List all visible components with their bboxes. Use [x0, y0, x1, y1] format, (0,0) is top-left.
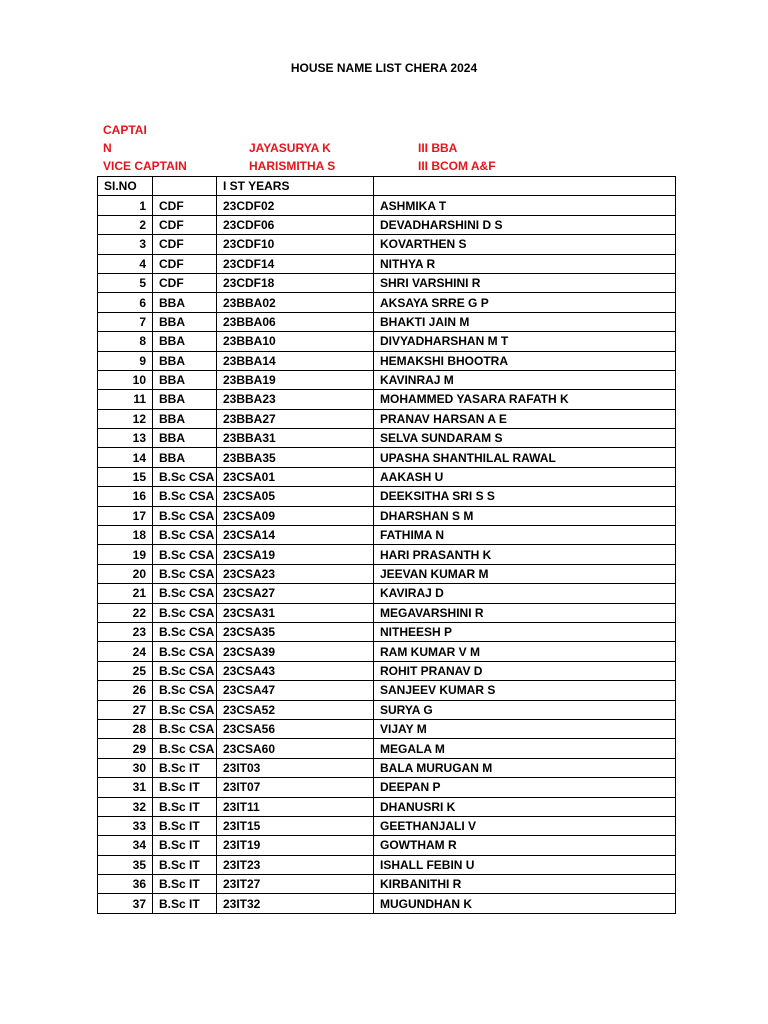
table-row: [98, 816, 676, 835]
serial-number-cell: 22: [98, 603, 153, 622]
serial-number-cell: 15: [98, 467, 153, 486]
roll-number-cell: 23BBA02: [217, 293, 374, 312]
roll-number-cell: 23IT32: [217, 894, 374, 913]
student-name-cell: DEEPAN P: [374, 778, 676, 797]
department-cell: BBA: [153, 409, 217, 428]
student-name-cell: FATHIMA N: [374, 526, 676, 545]
table-row: [98, 875, 676, 894]
roll-number-cell: 23CSA27: [217, 584, 374, 603]
department-cell: B.Sc CSA: [153, 564, 217, 583]
roll-number-cell: 23CSA35: [217, 622, 374, 641]
serial-number-cell: 28: [98, 719, 153, 738]
header-year: I ST YEARS: [217, 177, 374, 196]
table-row: [98, 855, 676, 874]
roll-number-cell: 23CDF14: [217, 254, 374, 273]
department-cell: B.Sc IT: [153, 758, 217, 777]
table-row: [98, 894, 676, 913]
captain-label-line1: CAPTAI: [103, 123, 147, 137]
table-row: [98, 351, 676, 370]
serial-number-cell: 11: [98, 390, 153, 409]
department-cell: B.Sc IT: [153, 855, 217, 874]
table-row: [98, 487, 676, 506]
table-row: [98, 758, 676, 777]
serial-number-cell: 36: [98, 875, 153, 894]
student-name-cell: KAVINRAJ M: [374, 370, 676, 389]
roll-number-cell: 23CDF10: [217, 235, 374, 254]
department-cell: B.Sc IT: [153, 875, 217, 894]
serial-number-cell: 12: [98, 409, 153, 428]
student-name-cell: SHRI VARSHINI R: [374, 273, 676, 292]
serial-number-cell: 24: [98, 642, 153, 661]
department-cell: B.Sc IT: [153, 816, 217, 835]
department-cell: CDF: [153, 235, 217, 254]
student-name-cell: ASHMIKA T: [374, 196, 676, 215]
student-name-cell: AAKASH U: [374, 467, 676, 486]
roll-number-cell: 23IT15: [217, 816, 374, 835]
student-name-cell: MEGALA M: [374, 739, 676, 758]
table-row: [98, 836, 676, 855]
student-name-cell: NITHYA R: [374, 254, 676, 273]
serial-number-cell: 21: [98, 584, 153, 603]
serial-number-cell: 13: [98, 429, 153, 448]
table-body: [98, 177, 676, 914]
roll-number-cell: 23CDF02: [217, 196, 374, 215]
table-row: [98, 215, 676, 234]
department-cell: CDF: [153, 215, 217, 234]
serial-number-cell: 6: [98, 293, 153, 312]
table-row: [98, 545, 676, 564]
serial-number-cell: 18: [98, 526, 153, 545]
roll-number-cell: 23IT03: [217, 758, 374, 777]
department-cell: CDF: [153, 273, 217, 292]
serial-number-cell: 7: [98, 312, 153, 331]
roll-number-cell: 23CSA52: [217, 700, 374, 719]
vice-captain-name: HARISMITHA S: [249, 159, 336, 173]
student-name-cell: DEEKSITHA SRI S S: [374, 487, 676, 506]
department-cell: BBA: [153, 351, 217, 370]
table-header-row: [98, 177, 676, 196]
department-cell: B.Sc CSA: [153, 487, 217, 506]
department-cell: BBA: [153, 293, 217, 312]
serial-number-cell: 34: [98, 836, 153, 855]
table-row: [98, 390, 676, 409]
serial-number-cell: 27: [98, 700, 153, 719]
student-name-cell: GEETHANJALI V: [374, 816, 676, 835]
student-name-cell: JEEVAN KUMAR M: [374, 564, 676, 583]
serial-number-cell: 1: [98, 196, 153, 215]
roll-number-cell: 23BBA35: [217, 448, 374, 467]
serial-number-cell: 17: [98, 506, 153, 525]
student-name-cell: KAVIRAJ D: [374, 584, 676, 603]
student-name-cell: MUGUNDHAN K: [374, 894, 676, 913]
table-row: [98, 642, 676, 661]
serial-number-cell: 3: [98, 235, 153, 254]
roll-number-cell: 23BBA23: [217, 390, 374, 409]
department-cell: B.Sc CSA: [153, 661, 217, 680]
department-cell: B.Sc IT: [153, 778, 217, 797]
roll-number-cell: 23IT27: [217, 875, 374, 894]
house-member-table: [97, 176, 676, 914]
table-row: [98, 273, 676, 292]
student-name-cell: PRANAV HARSAN A E: [374, 409, 676, 428]
department-cell: B.Sc CSA: [153, 642, 217, 661]
serial-number-cell: 25: [98, 661, 153, 680]
roll-number-cell: 23IT07: [217, 778, 374, 797]
department-cell: B.Sc IT: [153, 836, 217, 855]
department-cell: B.Sc CSA: [153, 467, 217, 486]
table-row: [98, 681, 676, 700]
student-name-cell: HEMAKSHI BHOOTRA: [374, 351, 676, 370]
student-name-cell: SURYA G: [374, 700, 676, 719]
student-name-cell: ISHALL FEBIN U: [374, 855, 676, 874]
roll-number-cell: 23CSA23: [217, 564, 374, 583]
serial-number-cell: 20: [98, 564, 153, 583]
roll-number-cell: 23IT11: [217, 797, 374, 816]
department-cell: BBA: [153, 312, 217, 331]
roll-number-cell: 23CSA09: [217, 506, 374, 525]
serial-number-cell: 33: [98, 816, 153, 835]
roll-number-cell: 23CSA39: [217, 642, 374, 661]
vice-captain-label: VICE CAPTAIN: [103, 159, 187, 173]
serial-number-cell: 5: [98, 273, 153, 292]
table-row: [98, 429, 676, 448]
department-cell: B.Sc CSA: [153, 719, 217, 738]
department-cell: CDF: [153, 196, 217, 215]
department-cell: B.Sc IT: [153, 894, 217, 913]
captain-class: III BBA: [418, 141, 458, 155]
table-row: [98, 293, 676, 312]
serial-number-cell: 26: [98, 681, 153, 700]
department-cell: BBA: [153, 448, 217, 467]
roll-number-cell: 23CSA47: [217, 681, 374, 700]
student-name-cell: BHAKTI JAIN M: [374, 312, 676, 331]
department-cell: B.Sc CSA: [153, 739, 217, 758]
roll-number-cell: 23IT19: [217, 836, 374, 855]
department-cell: BBA: [153, 332, 217, 351]
student-name-cell: ROHIT PRANAV D: [374, 661, 676, 680]
roll-number-cell: 23CDF18: [217, 273, 374, 292]
department-cell: BBA: [153, 370, 217, 389]
student-name-cell: DHANUSRI K: [374, 797, 676, 816]
roll-number-cell: 23CSA19: [217, 545, 374, 564]
header-sno: SI.NO: [98, 177, 153, 196]
serial-number-cell: 23: [98, 622, 153, 641]
roll-number-cell: 23CSA14: [217, 526, 374, 545]
student-name-cell: DEVADHARSHINI D S: [374, 215, 676, 234]
header-department: [153, 177, 217, 196]
roll-number-cell: 23CSA56: [217, 719, 374, 738]
table-row: [98, 254, 676, 273]
roll-number-cell: 23BBA19: [217, 370, 374, 389]
roll-number-cell: 23CSA60: [217, 739, 374, 758]
roll-number-cell: 23CDF06: [217, 215, 374, 234]
serial-number-cell: 14: [98, 448, 153, 467]
student-name-cell: RAM KUMAR V M: [374, 642, 676, 661]
student-name-cell: VIJAY M: [374, 719, 676, 738]
table-row: [98, 506, 676, 525]
serial-number-cell: 37: [98, 894, 153, 913]
roll-number-cell: 23BBA31: [217, 429, 374, 448]
department-cell: BBA: [153, 429, 217, 448]
serial-number-cell: 9: [98, 351, 153, 370]
department-cell: B.Sc CSA: [153, 545, 217, 564]
roll-number-cell: 23BBA10: [217, 332, 374, 351]
table-row: [98, 700, 676, 719]
student-name-cell: UPASHA SHANTHILAL RAWAL: [374, 448, 676, 467]
roll-number-cell: 23BBA14: [217, 351, 374, 370]
student-name-cell: GOWTHAM R: [374, 836, 676, 855]
table-row: [98, 584, 676, 603]
roll-number-cell: 23IT23: [217, 855, 374, 874]
table-row: [98, 526, 676, 545]
serial-number-cell: 30: [98, 758, 153, 777]
student-name-cell: KOVARTHEN S: [374, 235, 676, 254]
student-name-cell: BALA MURUGAN M: [374, 758, 676, 777]
roll-number-cell: 23CSA43: [217, 661, 374, 680]
table-row: [98, 235, 676, 254]
serial-number-cell: 4: [98, 254, 153, 273]
student-name-cell: SELVA SUNDARAM S: [374, 429, 676, 448]
table-row: [98, 797, 676, 816]
student-name-cell: MEGAVARSHINI R: [374, 603, 676, 622]
department-cell: B.Sc CSA: [153, 603, 217, 622]
serial-number-cell: 10: [98, 370, 153, 389]
header-name: [374, 177, 676, 196]
student-name-cell: DHARSHAN S M: [374, 506, 676, 525]
table-row: [98, 603, 676, 622]
serial-number-cell: 29: [98, 739, 153, 758]
roll-number-cell: 23CSA01: [217, 467, 374, 486]
serial-number-cell: 32: [98, 797, 153, 816]
roll-number-cell: 23CSA05: [217, 487, 374, 506]
department-cell: B.Sc CSA: [153, 526, 217, 545]
roll-number-cell: 23BBA06: [217, 312, 374, 331]
department-cell: BBA: [153, 390, 217, 409]
student-name-cell: DIVYADHARSHAN M T: [374, 332, 676, 351]
serial-number-cell: 19: [98, 545, 153, 564]
table-row: [98, 564, 676, 583]
student-name-cell: MOHAMMED YASARA RAFATH K: [374, 390, 676, 409]
table-row: [98, 739, 676, 758]
department-cell: B.Sc CSA: [153, 584, 217, 603]
serial-number-cell: 2: [98, 215, 153, 234]
roll-number-cell: 23BBA27: [217, 409, 374, 428]
table-row: [98, 661, 676, 680]
table-row: [98, 409, 676, 428]
serial-number-cell: 8: [98, 332, 153, 351]
captain-name: JAYASURYA K: [249, 141, 331, 155]
student-name-cell: NITHEESH P: [374, 622, 676, 641]
table-row: [98, 196, 676, 215]
department-cell: B.Sc CSA: [153, 681, 217, 700]
serial-number-cell: 16: [98, 487, 153, 506]
table-row: [98, 370, 676, 389]
table-row: [98, 312, 676, 331]
department-cell: B.Sc CSA: [153, 506, 217, 525]
department-cell: CDF: [153, 254, 217, 273]
table-row: [98, 467, 676, 486]
student-name-cell: KIRBANITHI R: [374, 875, 676, 894]
student-name-cell: AKSAYA SRRE G P: [374, 293, 676, 312]
department-cell: B.Sc CSA: [153, 622, 217, 641]
roll-number-cell: 23CSA31: [217, 603, 374, 622]
department-cell: B.Sc CSA: [153, 700, 217, 719]
table-row: [98, 778, 676, 797]
serial-number-cell: 35: [98, 855, 153, 874]
page-title: HOUSE NAME LIST CHERA 2024: [290, 61, 478, 75]
table-row: [98, 448, 676, 467]
student-name-cell: HARI PRASANTH K: [374, 545, 676, 564]
table-row: [98, 622, 676, 641]
vice-captain-class: III BCOM A&F: [418, 159, 496, 173]
captain-label-line2: N: [103, 141, 112, 155]
serial-number-cell: 31: [98, 778, 153, 797]
table-row: [98, 332, 676, 351]
student-name-cell: SANJEEV KUMAR S: [374, 681, 676, 700]
table-row: [98, 719, 676, 738]
department-cell: B.Sc IT: [153, 797, 217, 816]
